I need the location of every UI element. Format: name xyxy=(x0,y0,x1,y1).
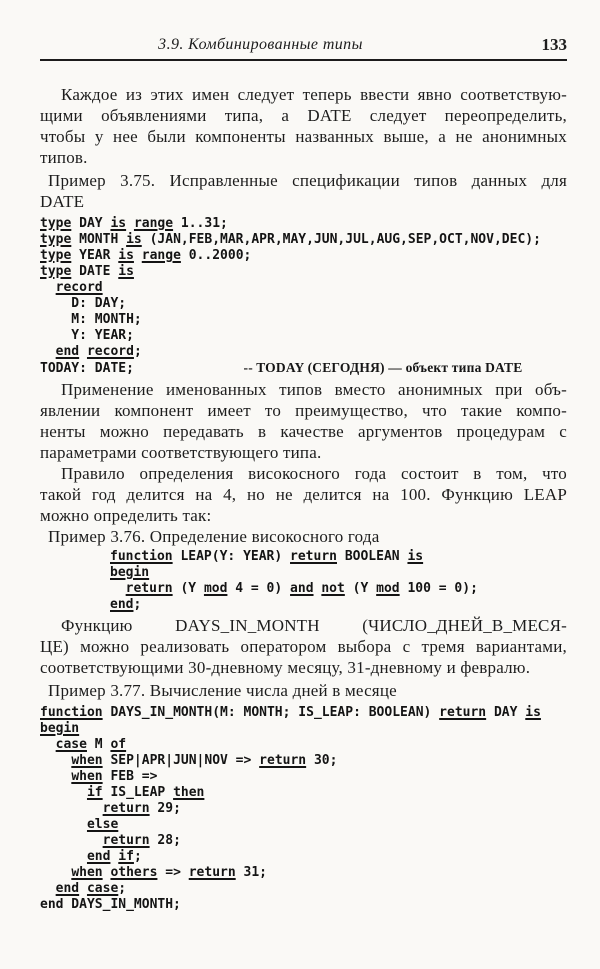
code-line xyxy=(40,849,567,865)
keyword: end xyxy=(110,597,134,612)
text-line: Каждое из этих имен следует теперь ввести явно соответствую- xyxy=(61,85,567,104)
code-line xyxy=(40,312,567,328)
paragraph-intro xyxy=(40,84,567,168)
example-377-title xyxy=(40,680,567,701)
keyword: return xyxy=(290,549,337,564)
code-line xyxy=(40,785,567,801)
code-text: ; xyxy=(133,344,142,359)
code-text: 0..2000; xyxy=(180,248,252,263)
code-text xyxy=(79,344,87,359)
keyword: is xyxy=(407,549,424,564)
code-text: D: DAY; xyxy=(40,296,127,311)
code-text xyxy=(40,737,56,752)
code-text: 29; xyxy=(149,801,181,816)
code-text: ; xyxy=(118,881,127,896)
text-line: явлении компонент имеет то преимущество, что такие компо- xyxy=(40,401,567,420)
keyword: end xyxy=(55,344,80,359)
paragraph-leap-rule xyxy=(40,463,567,526)
code-text: M xyxy=(86,737,111,752)
code-line xyxy=(110,597,567,613)
code-line xyxy=(40,721,567,737)
keyword: type xyxy=(40,232,72,247)
code-line xyxy=(110,581,567,597)
code-text: 100 = 0); xyxy=(399,581,478,596)
keyword: then xyxy=(173,785,205,800)
keyword: when xyxy=(71,753,103,768)
code-line xyxy=(40,897,567,913)
keyword: case xyxy=(86,881,119,896)
code-text: => xyxy=(157,865,189,880)
code-text xyxy=(40,344,56,359)
code-text: LEAP(Y: YEAR) xyxy=(172,549,291,564)
code-text xyxy=(40,785,87,800)
code-text: 30; xyxy=(306,753,338,768)
keyword: return xyxy=(188,865,236,880)
code-line xyxy=(40,881,567,897)
text-line: параметрами соответствующего типа. xyxy=(40,443,322,462)
keyword: return xyxy=(102,801,150,816)
code-line xyxy=(40,833,567,849)
keyword: range xyxy=(141,248,181,263)
code-text: IS_LEAP xyxy=(102,785,174,800)
code-line xyxy=(40,360,567,377)
code-text xyxy=(40,280,56,295)
text-line: типов. xyxy=(40,148,88,167)
code-text xyxy=(40,801,103,816)
code-line xyxy=(40,232,567,248)
text-line: соответствующими 30-дневному месяцу, 31-дневному и февралю. xyxy=(40,658,531,677)
code-listing-date-types xyxy=(40,216,567,377)
code-text: DATE xyxy=(71,264,119,279)
keyword: function xyxy=(110,549,173,564)
keyword: end xyxy=(55,881,80,896)
code-text xyxy=(40,753,71,768)
keyword: when xyxy=(71,769,103,784)
example-376-title xyxy=(40,526,567,547)
code-text: ; xyxy=(133,849,142,864)
code-line xyxy=(40,344,567,360)
code-text: (Y xyxy=(344,581,377,596)
code-listing-leap-function xyxy=(110,549,567,613)
keyword: return xyxy=(439,705,487,720)
section-title: 3.9. Комбинированные типы xyxy=(158,36,363,53)
keyword: record xyxy=(55,280,103,295)
code-text xyxy=(134,361,244,376)
code-text xyxy=(134,248,142,263)
keyword: function xyxy=(40,705,103,720)
code-text: Y: YEAR; xyxy=(40,328,134,343)
text-line: ЦЕ) можно реализовать оператором выбора с тремя вариантами, xyxy=(40,637,567,656)
code-text: ; xyxy=(133,597,142,612)
code-line xyxy=(40,280,567,296)
keyword: type xyxy=(40,264,72,279)
paragraph-days-in-month xyxy=(40,615,567,678)
code-comment: -- TODAY (СЕГОДНЯ) — объект типа DATE xyxy=(243,360,523,375)
code-text: 31; xyxy=(235,865,268,880)
code-line xyxy=(40,296,567,312)
text-line: Пример 3.77. Вычисление числа дней в месяце xyxy=(48,681,397,700)
code-line xyxy=(40,705,567,721)
code-listing-days-in-month-function xyxy=(40,705,567,913)
code-text: M: MONTH; xyxy=(40,312,142,327)
code-text: (Y xyxy=(172,581,204,596)
keyword: case xyxy=(55,737,87,752)
keyword: range xyxy=(133,216,174,231)
keyword: type xyxy=(40,248,72,263)
code-line xyxy=(110,549,567,565)
keyword: not xyxy=(321,581,345,596)
code-text xyxy=(40,769,71,784)
code-line xyxy=(40,801,567,817)
example-375-title xyxy=(40,170,567,212)
keyword: if xyxy=(86,785,103,800)
keyword: record xyxy=(86,344,134,359)
keyword: others xyxy=(110,865,158,880)
keyword: return xyxy=(102,833,150,848)
code-line xyxy=(40,328,567,344)
page-header xyxy=(40,34,567,56)
keyword: is xyxy=(118,264,134,279)
code-text: FEB => xyxy=(102,769,158,784)
header-rule xyxy=(40,59,567,61)
text-line: Применение именованных типов вместо анонимных при объ- xyxy=(61,380,567,399)
code-line xyxy=(40,216,567,232)
text-line: такой год делится на 4, но не делится на 100. Функцию LEAP xyxy=(40,485,567,504)
keyword: is xyxy=(110,216,127,231)
code-line xyxy=(40,248,567,264)
code-line xyxy=(110,565,567,581)
code-text xyxy=(79,881,87,896)
code-text: MONTH xyxy=(71,232,127,247)
code-text xyxy=(40,881,56,896)
text-line: Пример 3.75. Исправленные спецификации типов данных для xyxy=(48,171,567,190)
code-text: BOOLEAN xyxy=(337,549,408,564)
code-text xyxy=(40,865,71,880)
code-text: YEAR xyxy=(71,248,119,263)
code-text xyxy=(40,849,87,864)
text-line: Функцию DAYS_IN_MONTH (ЧИСЛО_ДНЕЙ_В_МЕСЯ- xyxy=(61,616,567,635)
code-text: 4 = 0) xyxy=(227,581,291,596)
keyword: begin xyxy=(110,565,150,580)
code-text xyxy=(40,817,87,832)
text-line: Правило определения високосного года состоит в том, что xyxy=(61,464,567,483)
code-line xyxy=(40,737,567,753)
keyword: is xyxy=(126,232,142,247)
keyword: mod xyxy=(203,581,228,596)
keyword: return xyxy=(125,581,173,596)
text-line: Пример 3.76. Определение високосного года xyxy=(48,527,380,546)
keyword: begin xyxy=(40,721,80,736)
paragraph-named-types xyxy=(40,379,567,463)
keyword: end xyxy=(86,849,111,864)
code-text: end DAYS_IN_MONTH; xyxy=(40,897,181,912)
code-text: DAY xyxy=(71,216,111,231)
keyword: else xyxy=(86,817,119,832)
keyword: type xyxy=(40,216,72,231)
code-text: TODAY: DATE; xyxy=(40,361,134,376)
code-line xyxy=(40,753,567,769)
code-text xyxy=(40,833,103,848)
text-line: чтобы у нее были компоненты названных выше, а не анонимных xyxy=(40,127,567,146)
keyword: mod xyxy=(376,581,400,596)
keyword: of xyxy=(110,737,127,752)
code-line xyxy=(40,769,567,785)
code-text: 1..31; xyxy=(173,216,228,231)
keyword: is xyxy=(525,705,541,720)
code-text: 28; xyxy=(149,833,181,848)
code-line xyxy=(40,865,567,881)
keyword: when xyxy=(71,865,103,880)
page-number: 133 xyxy=(541,35,567,54)
text-line: щими объявлениями типа, а DATE следует переопределить, xyxy=(40,106,567,125)
keyword: if xyxy=(118,849,134,864)
code-text xyxy=(126,216,134,231)
code-text xyxy=(110,581,126,596)
code-text: DAYS_IN_MONTH(M: MONTH; IS_LEAP: BOOLEAN) xyxy=(102,705,440,720)
code-line xyxy=(40,817,567,833)
keyword: return xyxy=(259,753,307,768)
text-line: можно определить так: xyxy=(40,506,212,525)
keyword: is xyxy=(118,248,134,263)
code-text: SEP|APR|JUN|NOV => xyxy=(102,753,260,768)
code-text: DAY xyxy=(486,705,526,720)
text-line: DATE xyxy=(40,192,85,211)
text-line: ненты можно передавать в качестве аргументов процедурам с xyxy=(40,422,567,441)
keyword: and xyxy=(290,581,314,596)
code-text: (JAN,FEB,MAR,APR,MAY,JUN,JUL,AUG,SEP,OCT,NOV,DEC); xyxy=(141,232,541,247)
code-line xyxy=(40,264,567,280)
